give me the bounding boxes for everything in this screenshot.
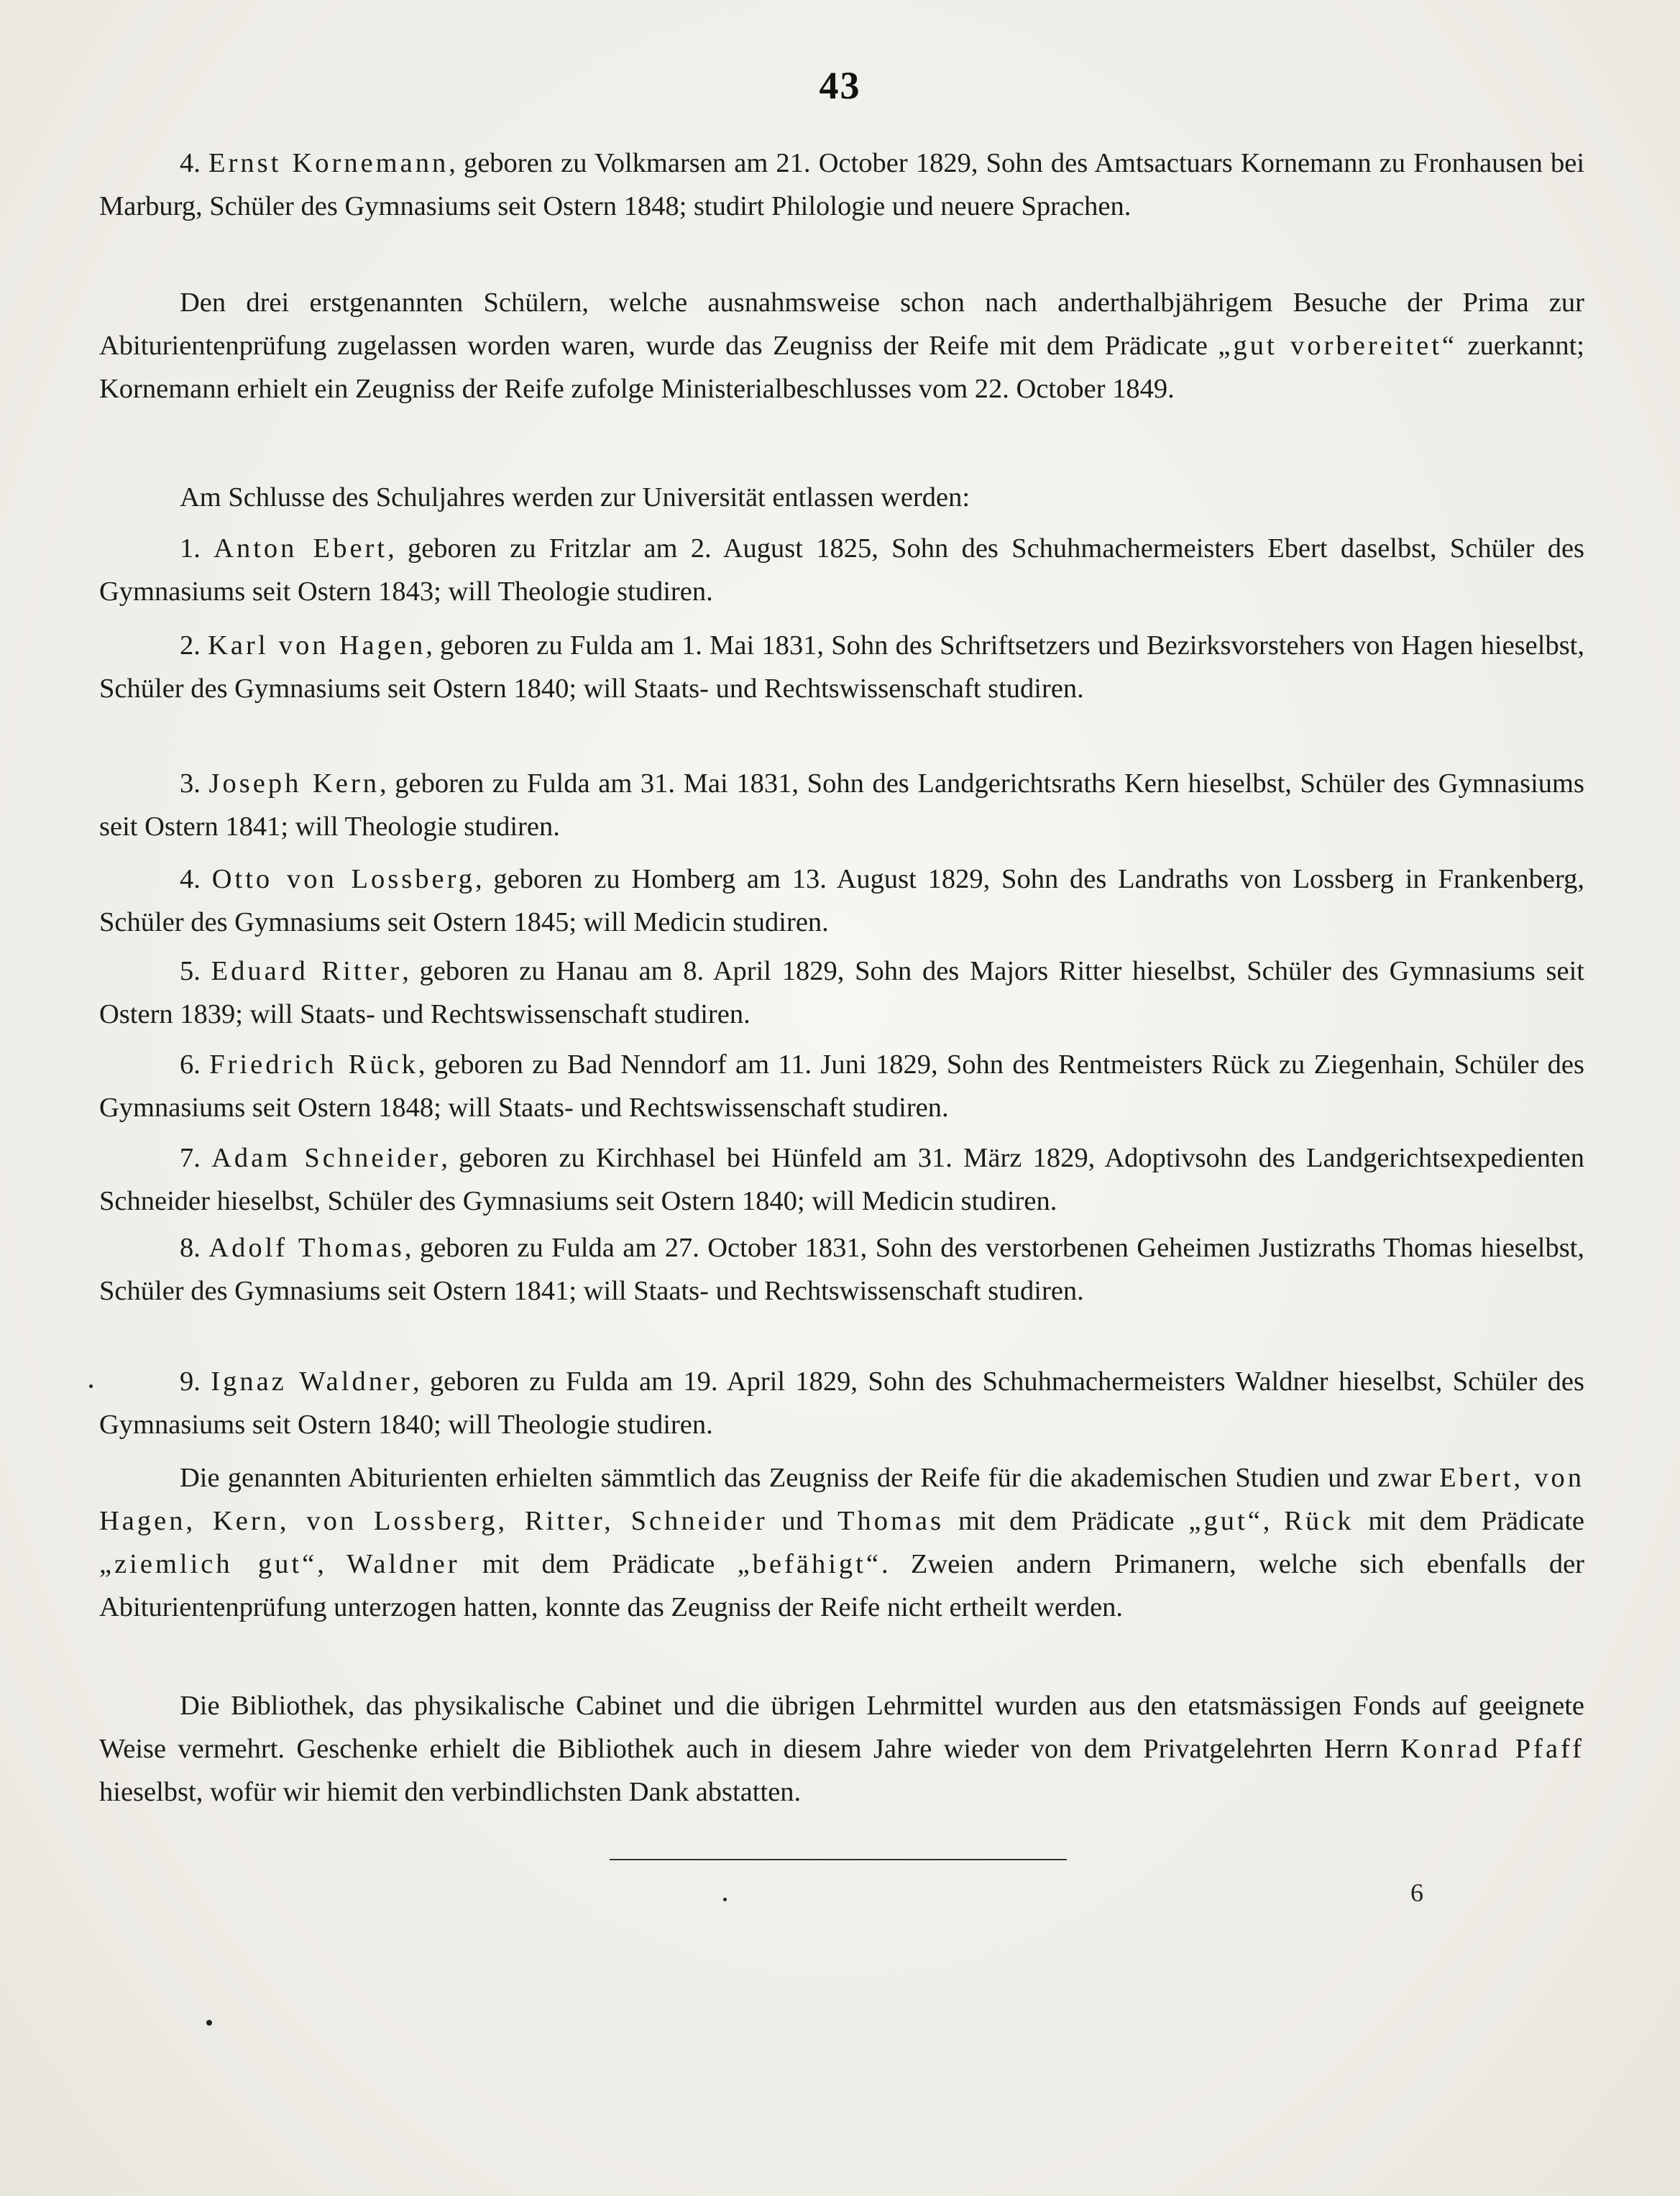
- paragraph-text: mit dem Prädicate: [1354, 1506, 1585, 1536]
- student-name: Friedrich Rück: [209, 1049, 418, 1080]
- entry-text: , geboren zu Fulda am 27. October 1831, Sohn des verstorbenen Geheimen Justizraths Thomas hieselbst, Schüler des Gymnasiums seit Ostern 1841; will Staats- und Rechtswissenschaft studiren.: [99, 1233, 1584, 1306]
- paragraph-text: Die genannten Abiturienten erhielten sämmtlich das Zeugniss der Reife für die akademischen Studien und zwar: [180, 1463, 1440, 1493]
- paragraph-text: Die Bibliothek, das physikalische Cabinet und die übrigen Lehrmittel wurden aus den etatsmässigen Fonds auf geeignete Weise vermehrt. Geschenke erhielt die Bibliothek auch in diesem Jahre wieder von dem Privatgelehrten Herrn: [99, 1691, 1584, 1764]
- grade-predicate: „gut“: [1188, 1506, 1263, 1536]
- ink-speck: [206, 2020, 212, 2026]
- entry-number: 8.: [180, 1233, 201, 1263]
- paragraph-text: ,: [317, 1549, 347, 1579]
- student-name: Ignaz Waldner: [211, 1366, 413, 1397]
- paragraph-text: zuerkannt; Kornemann erhielt ein Zeugniss der Reife zufolge Ministerialbeschlusses vom 22. October 1849.: [99, 331, 1584, 404]
- ink-speck: [89, 1384, 93, 1388]
- sheet-number: 6: [1410, 1878, 1423, 1907]
- ink-speck: [723, 1898, 727, 1901]
- entry-number: 4.: [180, 148, 201, 178]
- student-name: Joseph Kern: [208, 768, 380, 799]
- section-divider: [610, 1859, 1067, 1860]
- paragraph-text: und: [767, 1506, 838, 1536]
- paragraph-library: [99, 1684, 1584, 1814]
- entry-number: 1.: [180, 533, 201, 564]
- entry-ritter: [99, 950, 1584, 1036]
- entry-text: , geboren zu Fulda am 31. Mai 1831, Sohn des Landgerichtsraths Kern hieselbst, Schüler des Gymnasiums seit Ostern 1841; will Theologie studiren.: [99, 768, 1584, 842]
- student-name: Rück: [1284, 1506, 1354, 1536]
- page-number: 43: [819, 64, 861, 107]
- paragraph-text: mit dem Prädicate: [459, 1549, 738, 1579]
- entry-kern: [99, 762, 1584, 848]
- student-name: Thomas: [837, 1506, 945, 1536]
- entry-number: 9.: [180, 1366, 201, 1397]
- entry-text: , geboren zu Homberg am 13. August 1829, Sohn des Landraths von Lossberg in Frankenberg, Schüler des Gymnasiums seit Ostern 1845; will Medicin studiren.: [99, 864, 1585, 937]
- student-name: Adam Schneider: [211, 1143, 441, 1173]
- paragraph-text: ,: [1262, 1506, 1285, 1536]
- entry-number: 6.: [180, 1049, 201, 1080]
- entry-text: , geboren zu Hanau am 8. April 1829, Sohn des Majors Ritter hieselbst, Schüler des Gymnasiums seit Ostern 1839; will Staats- und Rechtswissenschaft studiren.: [99, 956, 1585, 1029]
- donor-name: Konrad Pfaff: [1400, 1734, 1585, 1764]
- student-name: Karl von Hagen: [208, 630, 426, 661]
- student-name: Ernst Kornemann: [208, 148, 449, 178]
- grade-predicate: „ziemlich gut“: [99, 1549, 318, 1579]
- list-intro-text: Am Schlusse des Schuljahres werden zur Universität entlassen werden:: [180, 482, 970, 513]
- paragraph-text: Den drei erstgenannten Schülern, welche ausnahmsweise schon nach anderthalbjährigem Besuche der Prima zur Abiturientenprüfung zugelassen worden waren, wurde das Zeugniss der Reife mit dem Prädicate: [99, 288, 1584, 361]
- student-name: Anton Ebert: [214, 533, 388, 564]
- list-intro: [99, 476, 1584, 519]
- student-name: Eduard Ritter: [211, 956, 403, 986]
- grade-predicate: „gut vorbereitet“: [1218, 331, 1457, 361]
- student-name: Waldner: [346, 1549, 460, 1579]
- entry-text: , geboren zu Fulda am 19. April 1829, Sohn des Schuhmachermeisters Waldner hieselbst, Schüler des Gymnasiums seit Ostern 1840; will Theologie studiren.: [99, 1366, 1584, 1440]
- entry-text: , geboren zu Kirchhasel bei Hünfeld am 31. März 1829, Adoptivsohn des Landgerichtsexpedienten Schneider hieselbst, Schüler des Gymnasiums seit Ostern 1840; will Medicin studiren.: [99, 1143, 1584, 1216]
- student-names: Ebert, von Hagen, Kern, von Lossberg, Ritter, Schneider: [99, 1463, 1585, 1536]
- paragraph-text: mit dem Prädicate: [944, 1506, 1189, 1536]
- entry-ebert: [99, 527, 1584, 613]
- entry-schneider: [99, 1136, 1584, 1223]
- entry-number: 5.: [180, 956, 201, 986]
- entry-waldner: [99, 1360, 1584, 1446]
- entry-thomas: [99, 1226, 1584, 1313]
- entry-text: , geboren zu Bad Nenndorf am 11. Juni 1829, Sohn des Rentmeisters Rück zu Ziegenhain, Schüler des Gymnasiums seit Ostern 1848; will Staats- und Rechtswissenschaft studiren.: [99, 1049, 1584, 1123]
- entry-hagen: [99, 624, 1584, 710]
- student-name: Otto von Lossberg: [211, 864, 475, 894]
- paragraph-text: hieselbst, wofür wir hiemit den verbindlichsten Dank abstatten.: [99, 1777, 802, 1807]
- entry-text: , geboren zu Fulda am 1. Mai 1831, Sohn des Schriftsetzers und Bezirksvorstehers von Hagen hieselbst, Schüler des Gymnasiums seit Ostern 1840; will Staats- und Rechtswissenschaft studiren.: [99, 630, 1584, 704]
- entry-text: , geboren zu Volkmarsen am 21. October 1829, Sohn des Amtsactuars Kornemann zu Fronhausen bei Marburg, Schüler des Gymnasiums seit Ostern 1848; studirt Philologie und neuere Sprachen.: [99, 148, 1585, 221]
- entry-number: 4.: [180, 864, 201, 894]
- grade-predicate: „befähigt“: [737, 1549, 881, 1579]
- entry-kornemann: [99, 142, 1584, 228]
- paragraph-prima-students: [99, 281, 1584, 410]
- paragraph-text: . Zweien andern Primanern, welche sich ebenfalls der Abiturientenprüfung unterzogen hatten, konnte das Zeugniss der Reife nicht ertheilt werden.: [99, 1549, 1584, 1622]
- paragraph-results: [99, 1456, 1584, 1629]
- entry-text: , geboren zu Fritzlar am 2. August 1825, Sohn des Schuhmachermeisters Ebert daselbst, Schüler des Gymnasiums seit Ostern 1843; will Theologie studiren.: [99, 533, 1585, 607]
- entry-rueck: [99, 1043, 1584, 1129]
- entry-lossberg: [99, 858, 1584, 944]
- student-name: Adolf Thomas: [208, 1233, 405, 1263]
- entry-number: 3.: [180, 768, 201, 799]
- entry-number: 7.: [180, 1143, 201, 1173]
- entry-number: 2.: [180, 630, 201, 661]
